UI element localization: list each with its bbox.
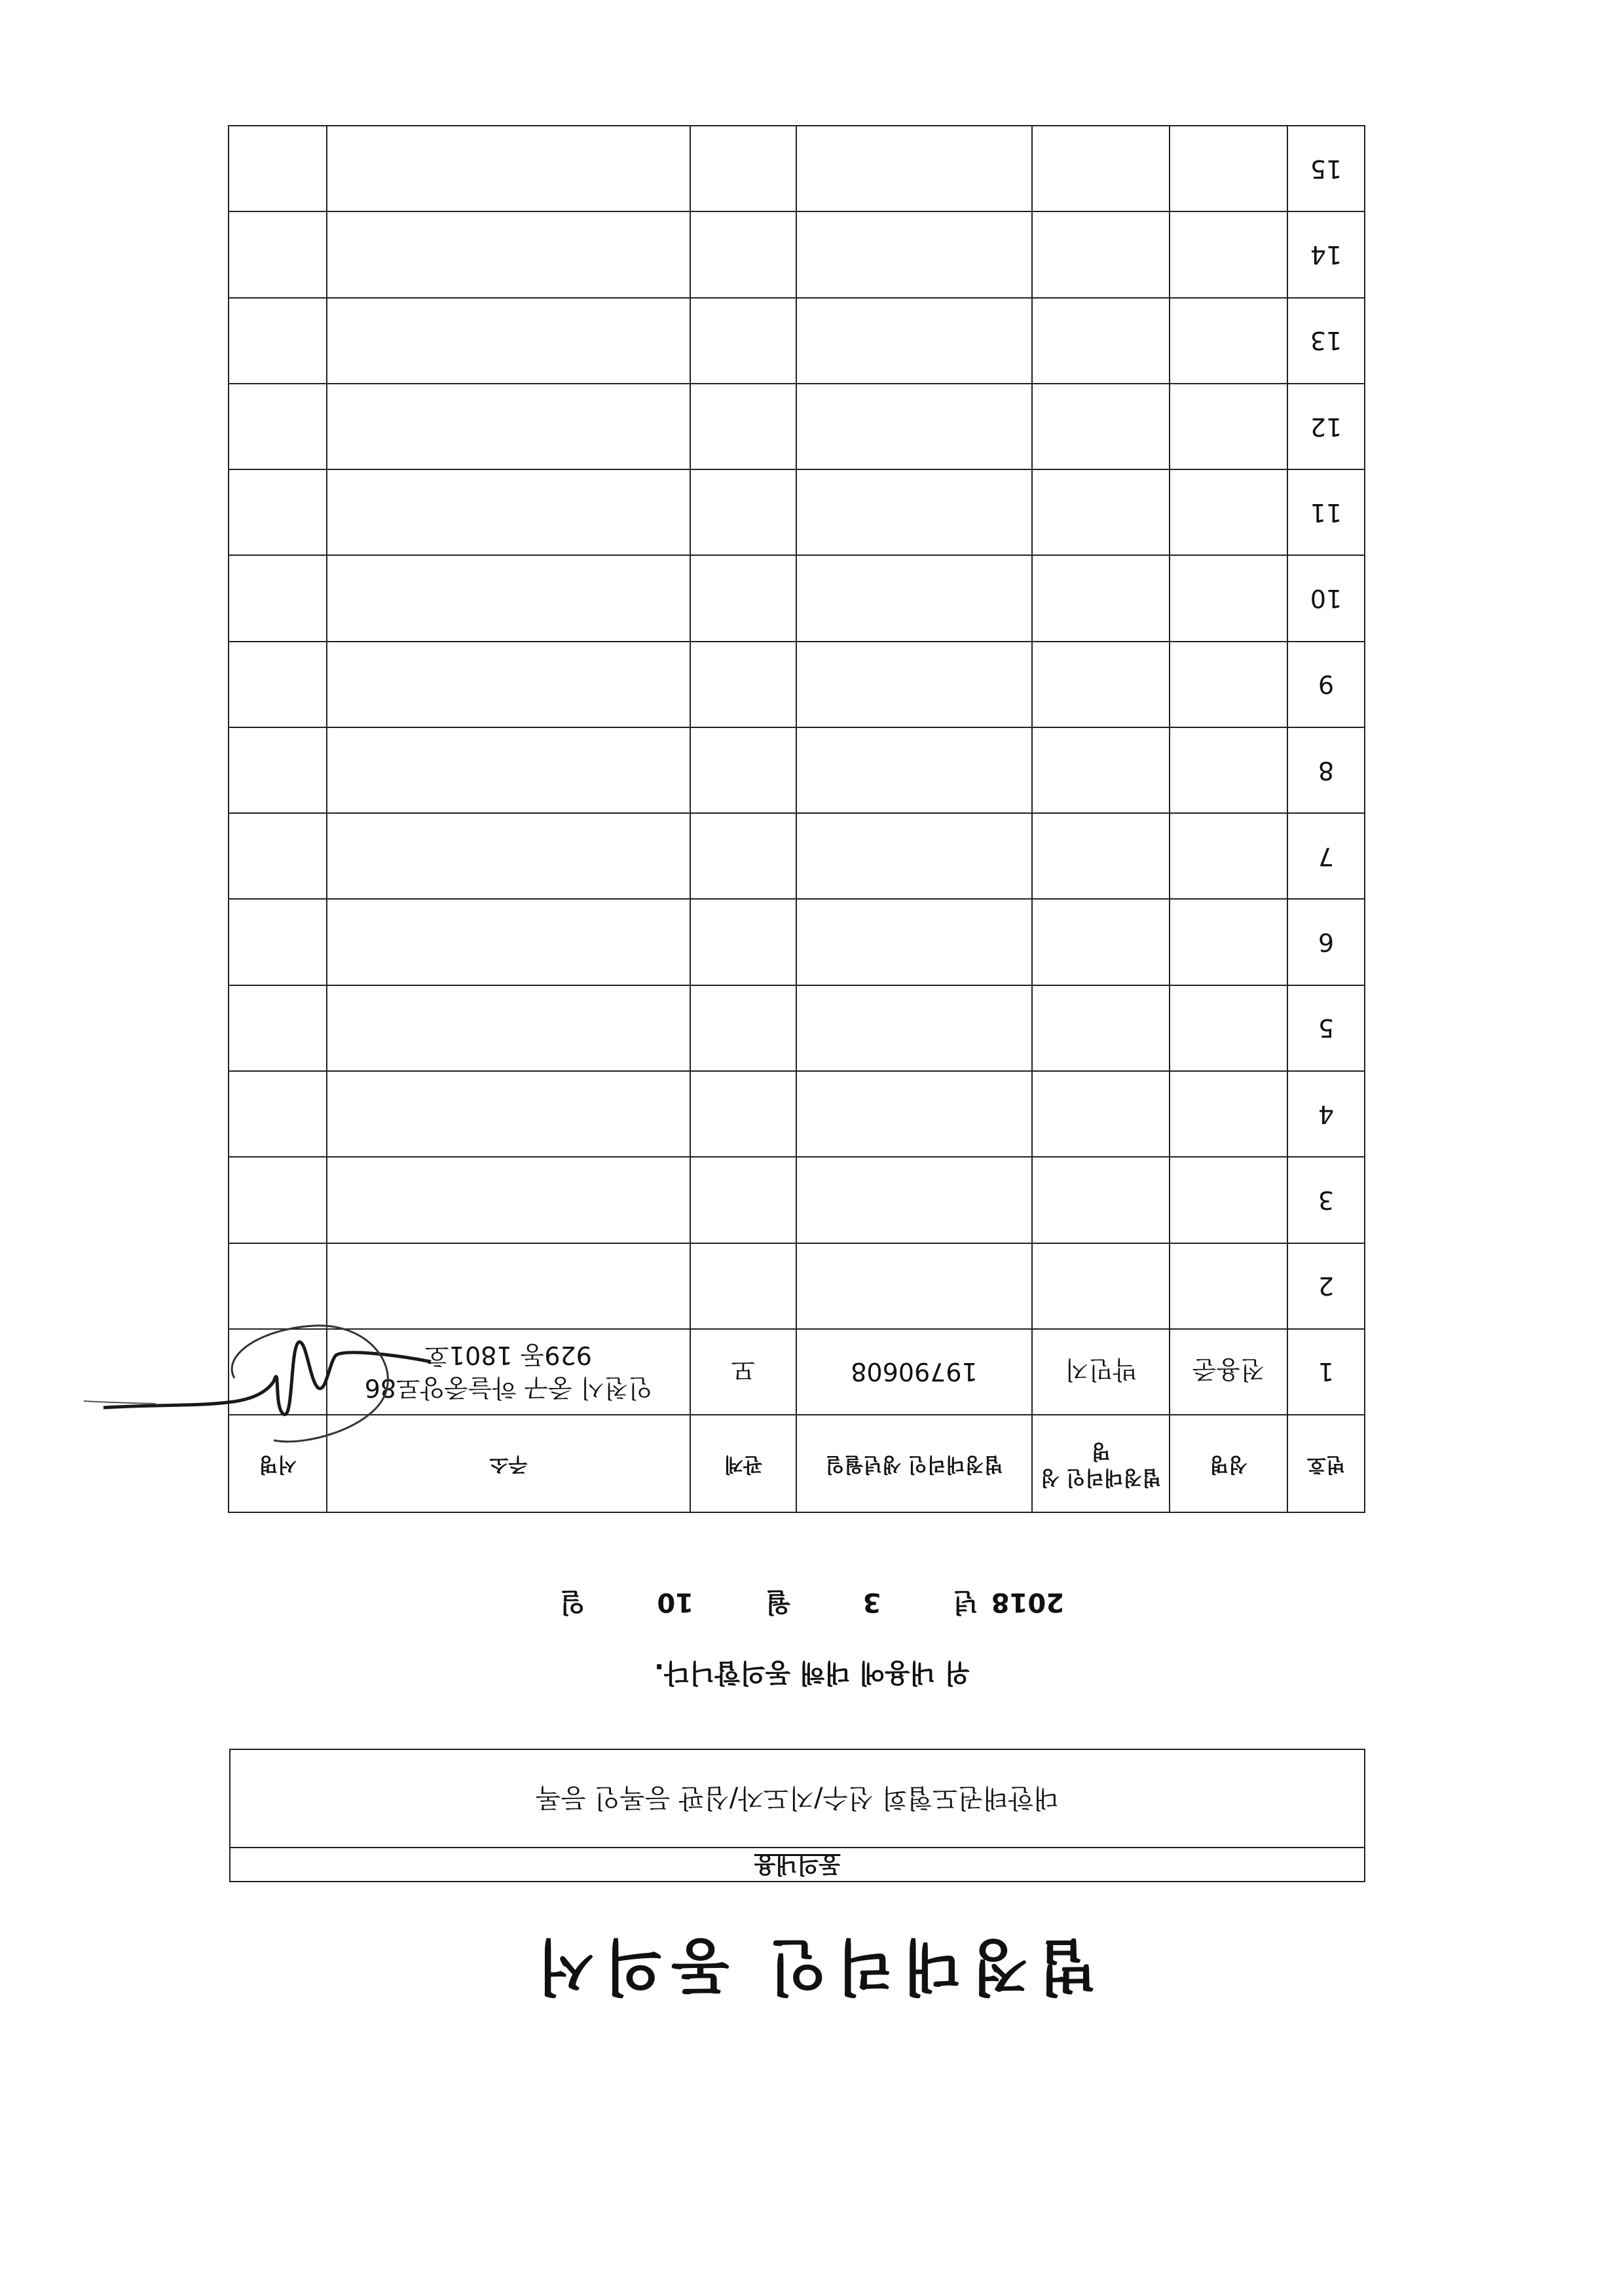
consent-statement: 위 내용에 대해 동의합니다.	[654, 1658, 970, 1688]
header-signature: 서명	[229, 1415, 327, 1512]
cell-name	[1170, 1157, 1287, 1243]
cell-address	[327, 727, 690, 813]
cell-guardian-name: 박민지	[1032, 1329, 1170, 1415]
cell-no: 7	[1287, 813, 1365, 899]
cell-relation	[690, 469, 796, 555]
cell-guardian-name	[1032, 642, 1170, 727]
cell-guardian-name	[1032, 384, 1170, 469]
cell-guardian-name	[1032, 469, 1170, 555]
cell-signature	[229, 985, 327, 1071]
date-year: 2018	[991, 1587, 1065, 1617]
cell-address	[327, 813, 690, 899]
table-row	[229, 555, 1365, 641]
cell-name	[1170, 985, 1287, 1071]
cell-signature	[229, 813, 327, 899]
cell-address	[327, 469, 690, 555]
cell-name	[1170, 813, 1287, 899]
table-row	[229, 126, 1365, 211]
consent-text: 대한태권도협회 선수/지도자/심판 등록인 등록	[535, 1783, 1060, 1813]
cell-address	[327, 555, 690, 641]
cell-address	[327, 211, 690, 297]
cell-relation	[690, 985, 796, 1071]
cell-guardian-name	[1032, 1243, 1170, 1329]
date-month: 3	[862, 1587, 881, 1617]
cell-relation	[690, 642, 796, 727]
cell-guardian-birth	[796, 1243, 1032, 1329]
table-row	[229, 813, 1365, 899]
cell-signature	[229, 211, 327, 297]
cell-no: 13	[1287, 298, 1365, 384]
cell-name	[1170, 1071, 1287, 1157]
cell-signature	[229, 1243, 327, 1329]
header-name: 성명	[1170, 1415, 1287, 1512]
cell-no: 3	[1287, 1157, 1365, 1243]
cell-signature	[229, 642, 327, 727]
cell-guardian-birth	[796, 813, 1032, 899]
cell-name	[1170, 727, 1287, 813]
cell-no: 6	[1287, 899, 1365, 985]
cell-address	[327, 642, 690, 727]
guardian-roster-table	[228, 125, 1365, 1513]
cell-no: 9	[1287, 642, 1365, 727]
cell-relation	[690, 298, 796, 384]
table-row	[229, 985, 1365, 1071]
cell-guardian-birth	[796, 985, 1032, 1071]
cell-relation	[690, 899, 796, 985]
table-header-row	[229, 1415, 1365, 1512]
cell-name: 전용준	[1170, 1329, 1287, 1415]
cell-relation	[690, 1243, 796, 1329]
header-guardian-birth: 법정대리인 생년월일	[796, 1415, 1032, 1512]
cell-name	[1170, 1243, 1287, 1329]
cell-no: 4	[1287, 1071, 1365, 1157]
cell-signature	[229, 1157, 327, 1243]
cell-no: 14	[1287, 211, 1365, 297]
cell-signature	[229, 298, 327, 384]
cell-relation	[690, 1157, 796, 1243]
date-day-unit: 일	[559, 1587, 585, 1617]
cell-guardian-birth	[796, 1071, 1032, 1157]
table-row	[229, 298, 1365, 384]
cell-relation	[690, 1071, 796, 1157]
cell-relation	[690, 384, 796, 469]
cell-guardian-birth	[796, 1157, 1032, 1243]
cell-signature	[229, 727, 327, 813]
table-row	[229, 1157, 1365, 1243]
table-row	[229, 1329, 1365, 1415]
cell-guardian-birth	[796, 555, 1032, 641]
cell-signature	[229, 899, 327, 985]
table-row	[229, 469, 1365, 555]
cell-signature	[229, 1071, 327, 1157]
address-line-1: 인천시 중구 하늘중앙로86	[364, 1374, 653, 1403]
cell-relation	[690, 555, 796, 641]
cell-no: 11	[1287, 469, 1365, 555]
cell-signature	[229, 384, 327, 469]
cell-guardian-birth	[796, 384, 1032, 469]
cell-no: 5	[1287, 985, 1365, 1071]
cell-guardian-name	[1032, 211, 1170, 297]
cell-address	[327, 985, 690, 1071]
cell-name	[1170, 298, 1287, 384]
table-row	[229, 1243, 1365, 1329]
cell-no: 8	[1287, 727, 1365, 813]
table-row	[229, 899, 1365, 985]
cell-guardian-birth	[796, 298, 1032, 384]
cell-guardian-name	[1032, 899, 1170, 985]
cell-name	[1170, 211, 1287, 297]
cell-guardian-birth	[796, 211, 1032, 297]
cell-guardian-name	[1032, 813, 1170, 899]
cell-name	[1170, 126, 1287, 211]
cell-relation	[690, 813, 796, 899]
table-row	[229, 1071, 1365, 1157]
address-line-2: 929동 1801호	[425, 1341, 592, 1370]
cell-guardian-name	[1032, 126, 1170, 211]
cell-guardian-name	[1032, 298, 1170, 384]
cell-relation	[690, 126, 796, 211]
cell-address	[327, 126, 690, 211]
cell-guardian-name	[1032, 1157, 1170, 1243]
cell-name	[1170, 555, 1287, 641]
table-row	[229, 727, 1365, 813]
date-day: 10	[657, 1587, 694, 1617]
cell-address	[327, 384, 690, 469]
header-relation: 관계	[690, 1415, 796, 1512]
cell-guardian-name	[1032, 1071, 1170, 1157]
header-no: 번호	[1287, 1415, 1365, 1512]
cell-signature	[229, 555, 327, 641]
header-address: 주소	[327, 1415, 690, 1512]
cell-no: 10	[1287, 555, 1365, 641]
consent-section	[229, 1749, 1365, 1882]
cell-relation	[690, 211, 796, 297]
cell-name	[1170, 899, 1287, 985]
table-row	[229, 384, 1365, 469]
cell-guardian-birth	[796, 469, 1032, 555]
cell-no: 15	[1287, 126, 1365, 211]
cell-name	[1170, 384, 1287, 469]
cell-address	[327, 1329, 690, 1415]
cell-signature	[229, 1329, 327, 1415]
cell-guardian-birth: 19790608	[796, 1329, 1032, 1415]
cell-no: 12	[1287, 384, 1365, 469]
cell-guardian-birth	[796, 899, 1032, 985]
cell-name	[1170, 469, 1287, 555]
cell-guardian-birth	[796, 642, 1032, 727]
table-row	[229, 642, 1365, 727]
cell-signature	[229, 469, 327, 555]
cell-guardian-name	[1032, 985, 1170, 1071]
cell-address	[327, 298, 690, 384]
table-row	[229, 211, 1365, 297]
date-month-unit: 월	[765, 1587, 791, 1617]
cell-address	[327, 1243, 690, 1329]
header-guardian-name: 법정대리인 성명	[1032, 1415, 1170, 1512]
cell-no: 1	[1287, 1329, 1365, 1415]
consent-heading: 동의내용	[754, 1851, 841, 1878]
cell-relation	[690, 727, 796, 813]
cell-relation: 모	[690, 1329, 796, 1415]
cell-guardian-birth	[796, 727, 1032, 813]
cell-guardian-name	[1032, 555, 1170, 641]
date-year-unit: 년	[953, 1587, 978, 1617]
cell-address	[327, 1157, 690, 1243]
document-title: 법정대리인 동의서	[527, 1931, 1097, 2001]
cell-address	[327, 899, 690, 985]
cell-name	[1170, 642, 1287, 727]
cell-signature	[229, 126, 327, 211]
cell-address	[327, 1071, 690, 1157]
cell-no: 2	[1287, 1243, 1365, 1329]
cell-guardian-name	[1032, 727, 1170, 813]
consent-date	[0, 1586, 1624, 1623]
cell-guardian-birth	[796, 126, 1032, 211]
